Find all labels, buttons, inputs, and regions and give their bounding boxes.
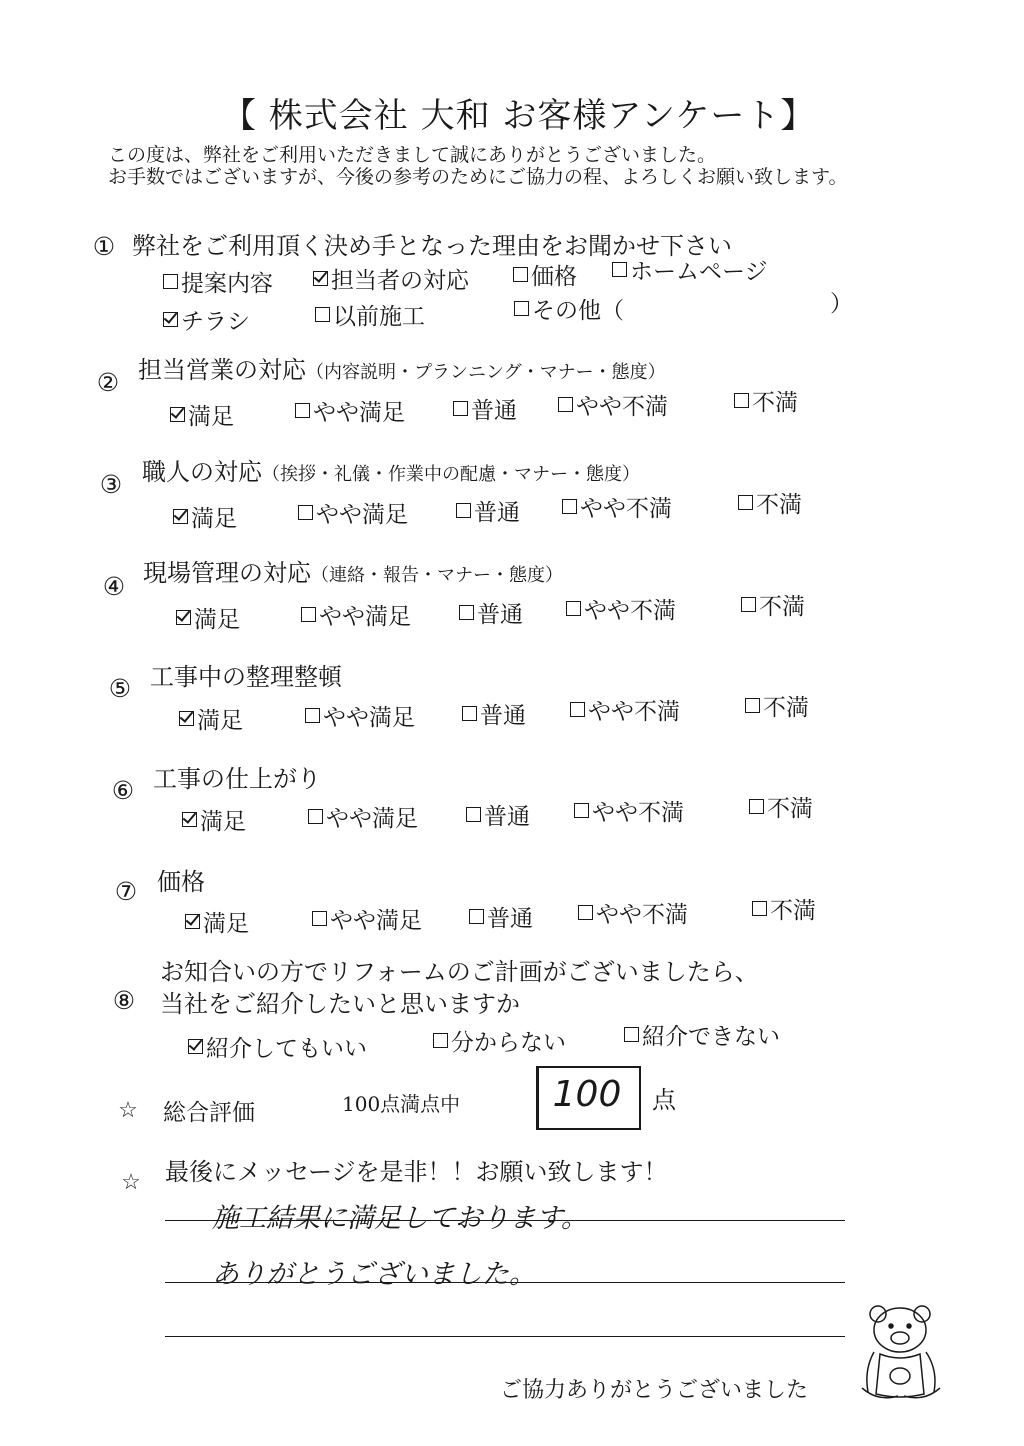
q4-option-0[interactable] (176, 601, 240, 634)
q6-option-4[interactable] (749, 790, 813, 823)
q1-option-previous[interactable]: 以前施工 (315, 298, 425, 331)
option-label: やや不満 (580, 496, 672, 522)
q8-number: ⑧ (112, 986, 136, 1015)
option-label: 満足 (197, 708, 243, 734)
q4-number: ④ (102, 572, 126, 601)
score-unit: 点 (652, 1086, 676, 1114)
intro-line-2: お手数ではございますが、今後の参考のためにご協力の程、よろしくお願い致します。 (108, 166, 848, 188)
checkbox[interactable] (453, 401, 468, 416)
q4-text (143, 553, 563, 588)
checkbox[interactable] (578, 905, 593, 920)
question-label: 職人の対応 (142, 458, 262, 486)
overall-label: 総合評価 (163, 1100, 255, 1126)
checkbox-checked[interactable] (173, 509, 188, 524)
q5-number: ⑤ (108, 674, 132, 703)
q8-option-unwilling[interactable]: 紹介できない (624, 1018, 780, 1051)
q3-number: ③ (99, 470, 123, 499)
option-label: やや満足 (313, 400, 405, 426)
q3-option-4[interactable] (738, 486, 802, 519)
option-label: 普通 (477, 602, 523, 628)
message-line-1: 施工結果に満足しております。 (212, 1203, 588, 1234)
q5-text (150, 657, 342, 692)
footer-thanks: ご協力ありがとうございました (500, 1378, 809, 1403)
q7-number: ⑦ (114, 877, 138, 906)
intro-line-1: この度は、弊社をご利用いただきまして誠にありがとうございました。 (108, 144, 717, 166)
q1-option-price[interactable]: 価格 (513, 258, 577, 291)
q4-option-3[interactable] (566, 592, 676, 625)
checkbox[interactable] (562, 499, 577, 514)
checkbox[interactable] (301, 607, 316, 622)
option-label: やや満足 (316, 502, 408, 528)
q2-option-4[interactable] (734, 384, 798, 417)
q7-option-2[interactable] (469, 900, 533, 933)
option-label: やや満足 (330, 908, 422, 934)
q8-option-willing[interactable]: 紹介してもいい (188, 1030, 367, 1063)
checkbox[interactable] (570, 702, 585, 717)
q6-option-2[interactable] (466, 798, 530, 831)
checkbox-checked[interactable] (170, 407, 185, 422)
q5-option-4[interactable] (745, 689, 809, 722)
q1-option-proposal[interactable]: 提案内容 (163, 265, 273, 298)
q3-option-3[interactable] (562, 490, 672, 523)
star-icon: ☆ (118, 1098, 138, 1123)
q2-text (138, 350, 666, 385)
question-label: 現場管理の対応 (143, 559, 311, 587)
q1-text: 弊社をご利用頂く決め手となった理由をお聞かせ下さい (132, 232, 732, 260)
option-label: 満足 (188, 404, 234, 430)
q6-option-1[interactable] (308, 800, 418, 833)
q2-option-3[interactable] (558, 388, 668, 421)
option-label: 満足 (191, 506, 237, 532)
checkbox[interactable] (295, 403, 310, 418)
q1-number: ① (92, 232, 116, 261)
question-detail: （内容説明・プランニング・マナー・態度） (306, 362, 666, 383)
q6-option-0[interactable] (182, 803, 246, 836)
q3-option-1[interactable] (298, 496, 408, 529)
message-label: 最後にメッセージを是非！！お願い致します！ (165, 1158, 668, 1186)
option-label: 普通 (471, 398, 517, 424)
checkbox-checked[interactable] (176, 610, 191, 625)
q3-text (142, 452, 640, 487)
option-label: やや不満 (592, 800, 684, 826)
option-label: 普通 (480, 703, 526, 729)
message-rule-2 (165, 1282, 845, 1283)
q1-option-other[interactable]: その他（ (514, 292, 624, 325)
checkbox-checked[interactable] (313, 271, 328, 286)
option-label: 普通 (487, 906, 533, 932)
checkbox[interactable] (315, 307, 330, 322)
checkbox[interactable] (734, 393, 749, 408)
checkbox[interactable] (612, 262, 627, 277)
checkbox[interactable] (433, 1033, 448, 1048)
q3-option-0[interactable] (173, 500, 237, 533)
option-label: 満足 (203, 911, 249, 937)
q1-other-close-paren: ） (830, 291, 853, 317)
option-label: やや満足 (319, 604, 411, 630)
checkbox-checked[interactable] (179, 711, 194, 726)
option-label: やや満足 (326, 806, 418, 832)
q1-option-homepage[interactable]: ホームページ (612, 253, 768, 286)
option-label: 不満 (759, 594, 805, 620)
q7-option-0[interactable] (185, 905, 249, 938)
checkbox[interactable] (745, 698, 760, 713)
checkbox-checked[interactable] (182, 812, 197, 827)
star-icon: ☆ (121, 1170, 141, 1195)
option-label: 不満 (767, 796, 813, 822)
q4-option-1[interactable] (301, 598, 411, 631)
q5-option-2[interactable] (462, 697, 526, 730)
checkbox[interactable] (469, 909, 484, 924)
q1-option-staff[interactable]: 担当者の対応 (313, 262, 469, 295)
message-rule-3 (165, 1336, 845, 1337)
q7-option-4[interactable] (752, 892, 816, 925)
checkbox[interactable] (752, 901, 767, 916)
bear-mascot-icon (858, 1300, 944, 1410)
checkbox[interactable] (163, 274, 178, 289)
q4-option-4[interactable] (741, 588, 805, 621)
checkbox[interactable] (312, 911, 327, 926)
q1-option-flyer[interactable]: チラシ (163, 303, 250, 336)
q2-option-0[interactable] (170, 398, 234, 431)
option-label: 満足 (200, 809, 246, 835)
checkbox[interactable] (513, 267, 528, 282)
question-label: 工事の仕上がり (153, 765, 321, 793)
option-label: 不満 (763, 695, 809, 721)
q2-option-2[interactable] (453, 392, 517, 425)
q8-option-unsure[interactable]: 分からない (433, 1024, 566, 1057)
overall-scale: 100点満点中 (342, 1092, 461, 1116)
survey-title: 【 株式会社 大和 お客様アンケート】 (222, 96, 816, 136)
checkbox-checked[interactable] (185, 914, 200, 929)
option-label: やや不満 (584, 598, 676, 624)
option-label: 普通 (484, 804, 530, 830)
question-detail: （連絡・報告・マナー・態度） (311, 565, 563, 586)
checkbox[interactable] (514, 301, 529, 316)
option-label: やや不満 (596, 902, 688, 928)
q7-text (157, 862, 205, 897)
option-label: やや満足 (323, 705, 415, 731)
question-label: 工事中の整理整頓 (150, 663, 342, 691)
checkbox[interactable] (459, 605, 474, 620)
checkbox[interactable] (749, 799, 764, 814)
checkbox[interactable] (456, 503, 471, 518)
message-line-2: ありがとうございました。 (212, 1259, 536, 1290)
option-label: 不満 (756, 492, 802, 518)
q4-option-2[interactable] (459, 596, 523, 629)
q3-option-2[interactable] (456, 494, 520, 527)
question-label: 担当営業の対応 (138, 356, 306, 384)
option-label: 満足 (194, 607, 240, 633)
question-detail: （挨拶・礼儀・作業中の配慮・マナー・態度） (262, 464, 640, 485)
checkbox[interactable] (305, 708, 320, 723)
checkbox[interactable] (624, 1027, 639, 1042)
checkbox[interactable] (558, 397, 573, 412)
option-label: やや不満 (576, 394, 668, 420)
q2-number: ② (96, 368, 120, 397)
score-value: 100 (552, 1074, 622, 1115)
question-label: 価格 (157, 868, 205, 896)
q6-number: ⑥ (111, 776, 135, 805)
option-label: 不満 (770, 898, 816, 924)
checkbox[interactable] (298, 505, 313, 520)
checkbox[interactable] (738, 495, 753, 510)
option-label: 普通 (474, 500, 520, 526)
checkbox[interactable] (462, 706, 477, 721)
q5-option-1[interactable] (305, 699, 415, 732)
q5-option-3[interactable] (570, 693, 680, 726)
q6-text (153, 759, 321, 794)
q8-text-line-1: お知合いの方でリフォームのご計画がございましたら、 (160, 958, 759, 986)
q7-option-1[interactable] (312, 902, 422, 935)
checkbox-checked[interactable] (188, 1039, 203, 1054)
checkbox[interactable] (466, 807, 481, 822)
option-label: 不満 (752, 390, 798, 416)
q5-option-0[interactable] (179, 702, 243, 735)
checkbox[interactable] (566, 601, 581, 616)
checkbox[interactable] (574, 803, 589, 818)
q6-option-3[interactable] (574, 794, 684, 827)
checkbox-checked[interactable] (163, 312, 178, 327)
q7-option-3[interactable] (578, 896, 688, 929)
q2-option-1[interactable] (295, 394, 405, 427)
message-rule-1 (165, 1220, 845, 1221)
q8-text-line-2: 当社をご紹介したいと思いますか (160, 990, 520, 1018)
option-label: やや不満 (588, 699, 680, 725)
checkbox[interactable] (741, 597, 756, 612)
checkbox[interactable] (308, 809, 323, 824)
